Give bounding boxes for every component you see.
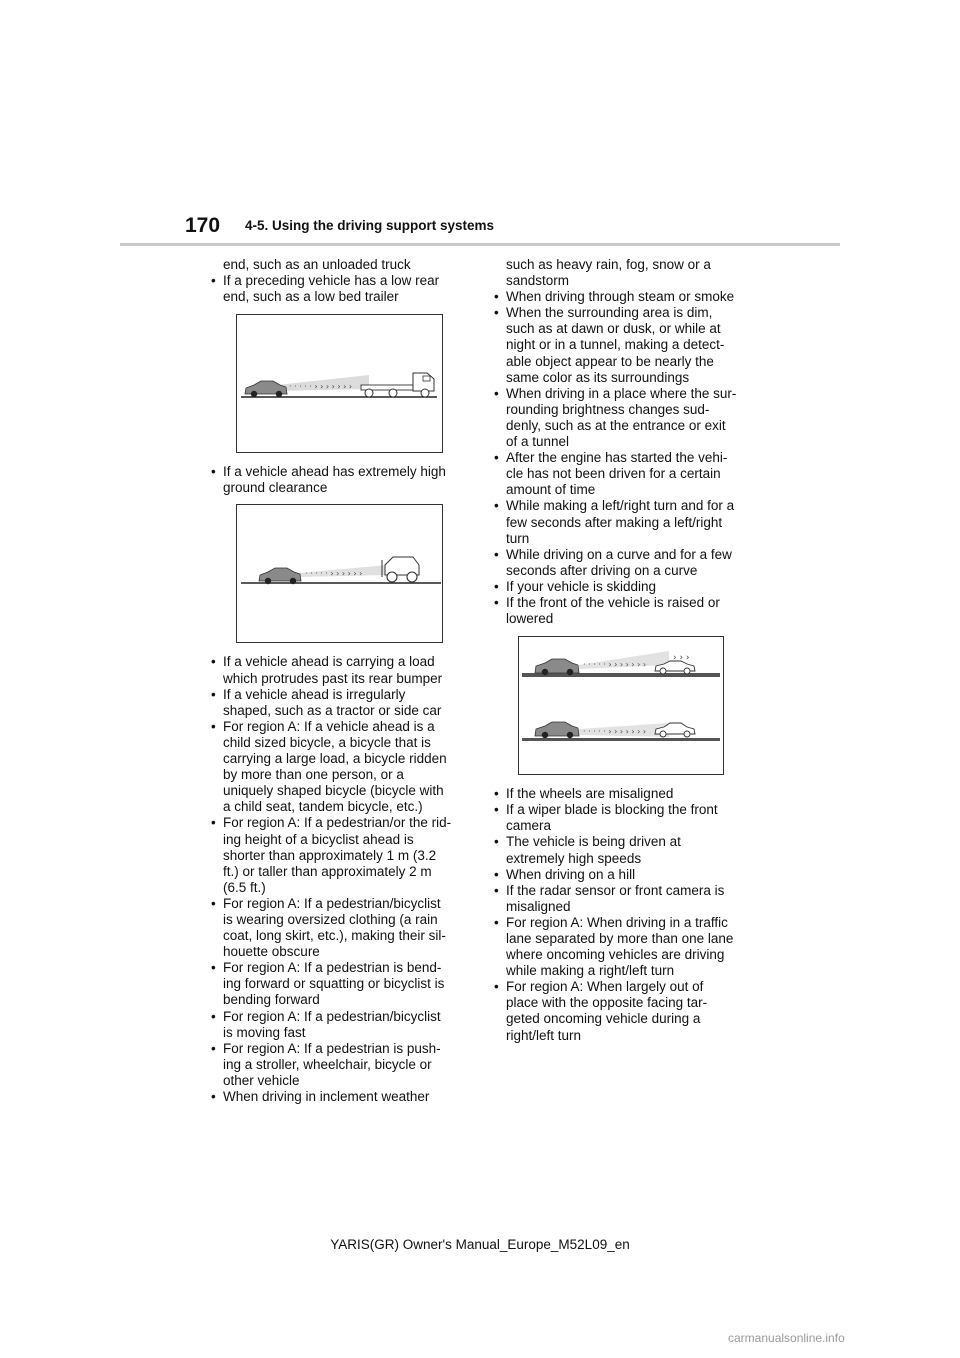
text-line: able object appear to be nearly the (506, 353, 714, 369)
text-line: • If the front of the vehicle is raised or (506, 594, 720, 610)
text-line: while making a right/left turn (506, 963, 675, 979)
text-line: • If a vehicle ahead is irregularly (223, 686, 406, 702)
text-line: • While making a left/right turn and for a (506, 498, 735, 514)
curve-and-slope-illustration (518, 636, 724, 775)
low-bed-trailer-illustration (236, 314, 443, 453)
text-line: • For region A: When largely out of (506, 979, 704, 995)
text-line: • When driving on a hill (506, 866, 636, 882)
text-line: extremely high speeds (506, 850, 642, 866)
text-line: such as at dawn or dusk, or while at (506, 321, 721, 337)
text-line: ing forward or squatting or bicyclist is (223, 976, 445, 992)
continued-text (208, 257, 470, 273)
text-line: few seconds after making a left/right (506, 514, 723, 530)
bullet-item (491, 450, 755, 498)
text-line: turn (506, 530, 530, 546)
text-line: seconds after driving on a curve (506, 562, 698, 578)
text-line: ft.) or taller than approximately 2 m (223, 863, 432, 879)
text-line: ing height of a bicyclist ahead is (223, 831, 414, 847)
bullet-item (491, 579, 755, 595)
text-line: amount of time (506, 482, 596, 498)
text-line: lane separated by more than one lane (506, 931, 734, 946)
bullet-item (491, 305, 755, 385)
text-line: sandstorm (506, 273, 570, 289)
page-number: 170 (185, 214, 221, 237)
text-line: • If a wiper blade is blocking the front (506, 802, 718, 818)
text-line: denly, such as at the entrance or exit (506, 417, 726, 433)
text-line: of a tunnel (506, 434, 570, 450)
bullet-list (491, 289, 755, 627)
text-line: • For region A: If a pedestrian is bend- (223, 960, 442, 976)
text-line: which protrudes past its rear bumper (223, 670, 443, 686)
bullet-item (491, 802, 755, 834)
svg-text:· · · · · › › › › › ›: · · · · · › › › › › › (305, 569, 363, 579)
svg-text:· · · · · › › › › › › ›: · · · · · › › › › › › › (583, 727, 647, 737)
text-line: right/left turn (506, 1027, 582, 1043)
text-line: such as heavy rain, fog, snow or a (506, 257, 711, 272)
bullet-item (208, 960, 470, 1008)
text-line: • If the wheels are misaligned (506, 786, 674, 802)
text-line: (6.5 ft.) (223, 879, 266, 895)
bullet-item (491, 498, 755, 546)
bullet-list (491, 786, 755, 1044)
text-line: • When driving in inclement weather (223, 1089, 430, 1104)
text-line: by more than one person, or a (223, 767, 404, 783)
text-line: rounding brightness changes sud- (506, 401, 710, 417)
bullet-item (208, 687, 470, 719)
text-line: camera (506, 818, 552, 834)
text-line: a child seat, tandem bicycle, etc.) (223, 799, 423, 815)
text-line: • If a preceding vehicle has a low rear (223, 273, 440, 289)
text-line: ing a stroller, wheelchair, bicycle or (223, 1056, 432, 1072)
text-line: bending forward (223, 992, 320, 1008)
bullet-item (491, 867, 755, 883)
bullet-item (208, 1089, 470, 1105)
text-line: • For region A: If a pedestrian is push- (223, 1040, 441, 1056)
bullet-item (491, 786, 755, 802)
text-line: • For region A: If a pedestrian/bicyclist (223, 895, 441, 911)
footer-manual-id: YARIS(GR) Owner's Manual_Europe_M52L09_en (330, 1237, 630, 1252)
text-line: cle has not been driven for a certain (506, 466, 721, 482)
bullet-item (208, 273, 470, 305)
text-line: • While driving on a curve and for a few (506, 546, 732, 562)
bullet-item (208, 654, 470, 686)
text-line: is moving fast (223, 1024, 306, 1040)
text-line: • If a vehicle ahead is carrying a load (223, 654, 435, 670)
bullet-list (208, 273, 470, 305)
right-column (491, 257, 755, 1044)
text-line: • When driving through steam or smoke (506, 289, 735, 305)
bullet-item (491, 289, 755, 305)
bullet-item (208, 719, 470, 816)
watermark: carmanualsonline.info (728, 1331, 845, 1345)
text-line: coat, long skirt, etc.), making their sil- (223, 928, 446, 944)
text-line: child sized bicycle, a bicycle that is (223, 734, 431, 750)
bullet-item (491, 915, 755, 979)
svg-text:› › ›: › › › (673, 653, 690, 664)
text-line: misaligned (506, 898, 571, 914)
bullet-item (208, 1009, 470, 1041)
bullet-item (491, 834, 755, 866)
text-line: same color as its surroundings (506, 369, 690, 385)
section-title: 4-5. Using the driving support systems (245, 218, 495, 233)
text-line: end, such as a low bed trailer (223, 289, 399, 305)
bullet-item (208, 1041, 470, 1089)
text-line: • The vehicle is being driven at (506, 834, 681, 850)
text-line: • If a vehicle ahead has extremely high (223, 464, 446, 480)
text-line: shorter than approximately 1 m (3.2 (223, 847, 437, 863)
text-line: geted oncoming vehicle during a (506, 1011, 701, 1027)
bullet-item (491, 595, 755, 627)
text-line: • When driving in a place where the sur- (506, 385, 737, 401)
text-line: • For region A: If a pedestrian/bicyclist (223, 1008, 441, 1024)
text-line: where oncoming vehicles are driving (506, 947, 725, 963)
text-line: lowered (506, 611, 554, 627)
text-line: other vehicle (223, 1072, 300, 1088)
text-line: • After the engine has started the vehi- (506, 450, 728, 466)
high-clearance-vehicle-illustration (236, 504, 443, 643)
text-line: • If the radar sensor or front camera is (506, 882, 725, 898)
text-line: ground clearance (223, 480, 328, 496)
text-line: • For region A: When driving in a traffic (506, 914, 728, 930)
text-line: • For region A: If a vehicle ahead is a (223, 718, 435, 734)
svg-text:· · · · · › › › › › › ›: · · · · · › › › › › › › (583, 660, 647, 670)
text-line: night or in a tunnel, making a detect- (506, 337, 725, 353)
text-line: • For region A: If a pedestrian/or the rid- (223, 815, 452, 831)
bullet-item (491, 386, 755, 450)
bullet-item (208, 896, 470, 960)
text-line: end, such as an unloaded truck (223, 257, 411, 272)
text-line: carrying a large load, a bicycle ridden (223, 751, 447, 767)
text-line: uniquely shaped bicycle (bicycle with (223, 783, 444, 799)
bullet-item (491, 547, 755, 579)
text-line: is wearing oversized clothing (a rain (223, 911, 438, 927)
continued-text (491, 257, 755, 289)
bullet-list (208, 464, 470, 496)
bullet-list (208, 654, 470, 1105)
bullet-item (208, 464, 470, 496)
text-line: place with the opposite facing tar- (506, 995, 708, 1011)
bullet-item (208, 815, 470, 895)
svg-text:· · · · · › › › › › › ›: · · · · · › › › › › › › (289, 382, 353, 392)
text-line: • If your vehicle is skidding (506, 578, 657, 594)
bullet-item (491, 979, 755, 1043)
text-line: • When the surrounding area is dim, (506, 305, 713, 321)
text-line: houette obscure (223, 944, 320, 960)
text-line: shaped, such as a tractor or side car (223, 702, 442, 718)
left-column (208, 257, 470, 1105)
header-divider (120, 243, 840, 246)
bullet-item (491, 883, 755, 915)
